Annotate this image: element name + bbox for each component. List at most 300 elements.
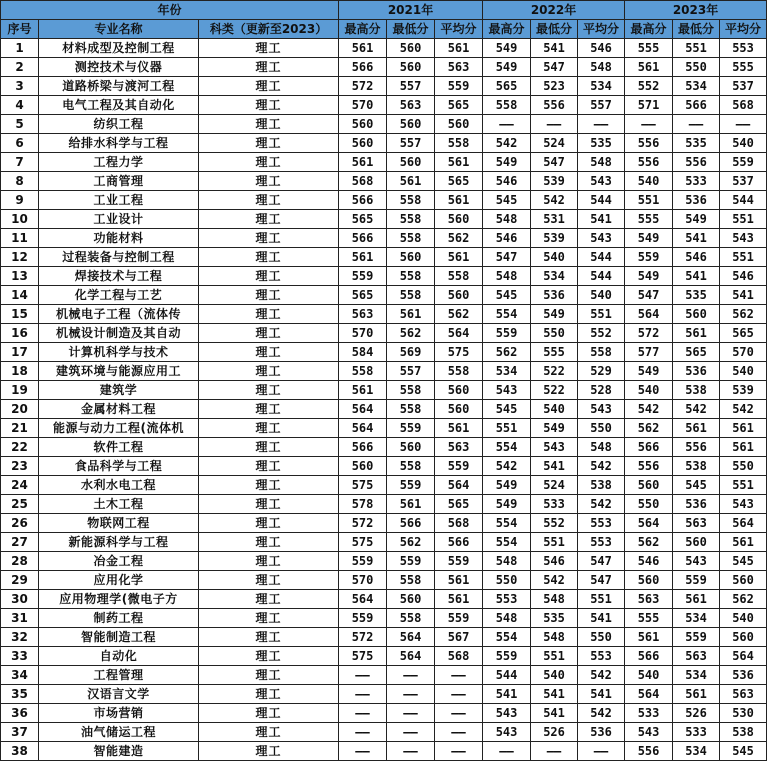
min-score-2021: 561 [387,305,435,324]
max-score-2021: 572 [339,628,387,647]
min-score-2022: 540 [531,248,578,267]
max-score-2022: 541 [483,685,531,704]
row-number: 28 [1,552,39,571]
row-number: 14 [1,286,39,305]
min-score-header: 最低分 [531,20,578,39]
max-score-2022: 550 [483,571,531,590]
avg-score-2022: 529 [578,362,625,381]
max-score-2023: 560 [625,476,673,495]
avg-score-2021: 563 [435,58,483,77]
category: 理工 [199,58,339,77]
min-score-2021: 560 [387,590,435,609]
avg-score-2022: 546 [578,39,625,58]
avg-score-2021: 575 [435,343,483,362]
avg-score-2022: 547 [578,571,625,590]
row-number: 19 [1,381,39,400]
major-name: 工程管理 [39,666,199,685]
row-number: 29 [1,571,39,590]
min-score-2023: 542 [673,400,720,419]
table-row [1,343,767,362]
max-score-2021: 559 [339,609,387,628]
category: 理工 [199,514,339,533]
avg-score-2023: 561 [720,419,767,438]
major-name: 电气工程及其自动化 [39,96,199,115]
max-score-2022: 558 [483,96,531,115]
avg-score-2021: 562 [435,305,483,324]
row-number: 10 [1,210,39,229]
avg-score-header: 平均分 [578,20,625,39]
row-number: 8 [1,172,39,191]
min-score-2022: 524 [531,134,578,153]
avg-score-2021: 561 [435,571,483,590]
category: 理工 [199,172,339,191]
avg-score-2023: 537 [720,77,767,96]
max-score-2022: 548 [483,210,531,229]
avg-score-2022: 541 [578,609,625,628]
min-score-2021: 557 [387,77,435,96]
min-score-2021: 558 [387,229,435,248]
max-score-2021: 568 [339,172,387,191]
seq-header: 序号 [1,20,39,39]
table-row [1,153,767,172]
avg-score-2022: 558 [578,343,625,362]
min-score-2023: 565 [673,343,720,362]
max-score-2023: 551 [625,191,673,210]
row-number: 7 [1,153,39,172]
row-number: 9 [1,191,39,210]
min-score-2021: 560 [387,153,435,172]
avg-score-2022: 542 [578,495,625,514]
row-number: 5 [1,115,39,134]
avg-score-2021: 559 [435,609,483,628]
max-score-2022: 548 [483,609,531,628]
min-score-2023: 541 [673,267,720,286]
table-row [1,286,767,305]
max-score-2023: —— [625,115,673,134]
min-score-2023: 538 [673,457,720,476]
max-score-2023: 540 [625,172,673,191]
min-score-2021: 562 [387,324,435,343]
row-number: 38 [1,742,39,761]
min-score-2023: 556 [673,153,720,172]
category: 理工 [199,153,339,172]
max-score-2022: 549 [483,58,531,77]
major-name: 制药工程 [39,609,199,628]
category: 理工 [199,666,339,685]
avg-score-2022: 534 [578,77,625,96]
avg-score-2022: —— [578,742,625,761]
avg-score-2021: 568 [435,514,483,533]
min-score-2023: 533 [673,172,720,191]
min-score-2022: 548 [531,590,578,609]
max-score-2021: 566 [339,438,387,457]
min-score-2021: 563 [387,96,435,115]
max-score-2023: 549 [625,362,673,381]
row-number: 21 [1,419,39,438]
min-score-header: 最低分 [673,20,720,39]
category: 理工 [199,96,339,115]
min-score-2021: 564 [387,628,435,647]
table-row [1,704,767,723]
table-row [1,77,767,96]
major-name: 测控技术与仪器 [39,58,199,77]
category: 理工 [199,495,339,514]
min-score-2021: —— [387,704,435,723]
max-score-2022: 542 [483,457,531,476]
max-score-2022: 545 [483,286,531,305]
max-score-2023: 546 [625,552,673,571]
min-score-2022: —— [531,115,578,134]
max-score-2022: 549 [483,153,531,172]
avg-score-2023: 561 [720,533,767,552]
min-score-2023: 536 [673,191,720,210]
min-score-2021: 566 [387,514,435,533]
avg-score-2023: 555 [720,58,767,77]
min-score-2023: 560 [673,305,720,324]
avg-score-2023: 562 [720,305,767,324]
min-score-2022: 547 [531,58,578,77]
min-score-2022: 533 [531,495,578,514]
category: 理工 [199,134,339,153]
category: 理工 [199,552,339,571]
table-row [1,191,767,210]
avg-score-header: 平均分 [720,20,767,39]
min-score-2022: 531 [531,210,578,229]
avg-score-2023: 550 [720,457,767,476]
category: 理工 [199,229,339,248]
row-number: 32 [1,628,39,647]
max-score-2021: —— [339,723,387,742]
avg-score-2023: 560 [720,628,767,647]
avg-score-2022: 550 [578,628,625,647]
min-score-2022: 543 [531,438,578,457]
avg-score-2023: 568 [720,96,767,115]
avg-score-2023: 540 [720,609,767,628]
avg-score-2022: 541 [578,210,625,229]
avg-score-2021: —— [435,723,483,742]
row-number: 23 [1,457,39,476]
max-score-2022: 546 [483,229,531,248]
min-score-2021: 558 [387,457,435,476]
max-score-2021: 575 [339,533,387,552]
avg-score-2021: 560 [435,115,483,134]
table-row [1,362,767,381]
max-score-2021: 572 [339,514,387,533]
max-score-2023: 561 [625,628,673,647]
avg-score-2022: —— [578,115,625,134]
row-number: 22 [1,438,39,457]
min-score-2021: 560 [387,58,435,77]
major-name: 应用物理学(微电子方 [39,590,199,609]
table-row [1,742,767,761]
min-score-2021: 558 [387,571,435,590]
min-score-2021: 559 [387,419,435,438]
avg-score-2021: 562 [435,229,483,248]
major-name: 土木工程 [39,495,199,514]
row-number: 4 [1,96,39,115]
avg-score-2021: 565 [435,172,483,191]
major-name: 智能制造工程 [39,628,199,647]
avg-score-2022: 543 [578,229,625,248]
min-score-2022: 551 [531,533,578,552]
min-score-2022: 546 [531,552,578,571]
max-score-2021: 561 [339,381,387,400]
avg-score-2022: 540 [578,286,625,305]
min-score-2023: 561 [673,419,720,438]
avg-score-2023: 539 [720,381,767,400]
max-score-2021: 575 [339,476,387,495]
category: 理工 [199,438,339,457]
avg-score-2021: 564 [435,324,483,343]
avg-score-2021: 561 [435,191,483,210]
avg-score-2023: 562 [720,590,767,609]
max-score-2023: 549 [625,267,673,286]
max-score-2021: 578 [339,495,387,514]
avg-score-2021: 559 [435,77,483,96]
major-header: 专业名称 [39,20,199,39]
max-score-2022: 543 [483,381,531,400]
avg-score-2022: 548 [578,438,625,457]
major-name: 应用化学 [39,571,199,590]
max-score-2023: 562 [625,533,673,552]
avg-score-2023: 559 [720,153,767,172]
max-score-2023: 540 [625,666,673,685]
max-score-2023: 566 [625,438,673,457]
avg-score-2022: 536 [578,723,625,742]
min-score-2023: 545 [673,476,720,495]
max-score-2023: 552 [625,77,673,96]
avg-score-2023: 546 [720,267,767,286]
category: 理工 [199,704,339,723]
max-score-2022: 546 [483,172,531,191]
avg-score-2022: 551 [578,590,625,609]
table-row [1,115,767,134]
max-score-2022: 543 [483,723,531,742]
min-score-header: 最低分 [387,20,435,39]
avg-score-2023: 543 [720,495,767,514]
avg-score-2023: 564 [720,647,767,666]
category: 理工 [199,191,339,210]
max-score-2021: —— [339,704,387,723]
min-score-2022: 547 [531,153,578,172]
min-score-2023: 526 [673,704,720,723]
table-row [1,229,767,248]
avg-score-2023: 551 [720,210,767,229]
avg-score-2022: 553 [578,533,625,552]
min-score-2021: 560 [387,248,435,267]
table-row [1,476,767,495]
avg-score-2021: 561 [435,153,483,172]
table-row [1,96,767,115]
max-score-2023: 555 [625,609,673,628]
max-score-2022: 551 [483,419,531,438]
table-row [1,495,767,514]
row-number: 17 [1,343,39,362]
avg-score-2023: 570 [720,343,767,362]
avg-score-2022: 542 [578,666,625,685]
min-score-2021: —— [387,723,435,742]
min-score-2023: 550 [673,58,720,77]
min-score-2023: 551 [673,39,720,58]
category: 理工 [199,571,339,590]
table-row [1,457,767,476]
avg-score-2023: 540 [720,362,767,381]
min-score-2023: 559 [673,571,720,590]
min-score-2023: 533 [673,723,720,742]
row-number: 34 [1,666,39,685]
min-score-2023: 538 [673,381,720,400]
category: 理工 [199,685,339,704]
major-name: 工商管理 [39,172,199,191]
max-score-2023: 560 [625,571,673,590]
max-score-2022: 534 [483,362,531,381]
min-score-2022: 540 [531,400,578,419]
avg-score-2023: 545 [720,742,767,761]
avg-score-2022: 548 [578,58,625,77]
max-score-header: 最高分 [625,20,673,39]
min-score-2022: 541 [531,685,578,704]
row-number: 11 [1,229,39,248]
table-row [1,305,767,324]
category: 理工 [199,742,339,761]
min-score-2022: 552 [531,514,578,533]
major-name: 计算机科学与技术 [39,343,199,362]
major-name: 工程力学 [39,153,199,172]
table-row [1,438,767,457]
max-score-2022: 559 [483,647,531,666]
row-number: 1 [1,39,39,58]
category: 理工 [199,286,339,305]
min-score-2021: 558 [387,400,435,419]
avg-score-2023: 551 [720,476,767,495]
table-header [1,1,767,39]
min-score-2021: 569 [387,343,435,362]
min-score-2021: 561 [387,172,435,191]
max-score-2023: 577 [625,343,673,362]
avg-score-2022: 548 [578,153,625,172]
min-score-2021: 558 [387,381,435,400]
max-score-2022: 545 [483,400,531,419]
min-score-2021: 558 [387,267,435,286]
max-score-2023: 564 [625,305,673,324]
min-score-2021: 560 [387,438,435,457]
min-score-2023: 549 [673,210,720,229]
avg-score-2022: 544 [578,248,625,267]
min-score-2022: —— [531,742,578,761]
min-score-2022: 540 [531,666,578,685]
min-score-2023: 535 [673,286,720,305]
max-score-2022: 549 [483,495,531,514]
max-score-2022: 554 [483,305,531,324]
max-score-2021: —— [339,666,387,685]
avg-score-2021: 566 [435,533,483,552]
major-name: 机械设计制造及其自动 [39,324,199,343]
row-number: 31 [1,609,39,628]
avg-score-2021: 564 [435,476,483,495]
avg-score-2023: 560 [720,571,767,590]
category: 理工 [199,39,339,58]
min-score-2023: —— [673,115,720,134]
row-number: 30 [1,590,39,609]
max-score-2022: —— [483,115,531,134]
max-score-2023: 549 [625,229,673,248]
category: 理工 [199,77,339,96]
category: 理工 [199,362,339,381]
major-name: 建筑学 [39,381,199,400]
avg-score-2023: 543 [720,229,767,248]
table-row [1,39,767,58]
min-score-2023: 541 [673,229,720,248]
min-score-2022: 542 [531,571,578,590]
max-score-header: 最高分 [483,20,531,39]
avg-score-2021: 565 [435,96,483,115]
avg-score-2021: —— [435,685,483,704]
min-score-2022: 555 [531,343,578,362]
min-score-2022: 535 [531,609,578,628]
avg-score-2021: 561 [435,419,483,438]
row-number: 24 [1,476,39,495]
max-score-2021: 564 [339,590,387,609]
major-name: 冶金工程 [39,552,199,571]
table-row [1,685,767,704]
min-score-2023: 534 [673,77,720,96]
max-score-2023: 556 [625,134,673,153]
table-row [1,533,767,552]
category: 理工 [199,381,339,400]
max-score-2021: 566 [339,229,387,248]
max-score-2022: 559 [483,324,531,343]
table-row [1,628,767,647]
table-row [1,571,767,590]
table-row [1,400,767,419]
major-name: 建筑环境与能源应用工 [39,362,199,381]
table-row [1,58,767,77]
min-score-2022: 534 [531,267,578,286]
max-score-2022: 565 [483,77,531,96]
major-name: 汉语言文学 [39,685,199,704]
category: 理工 [199,400,339,419]
avg-score-2021: 563 [435,438,483,457]
min-score-2022: 539 [531,229,578,248]
max-score-2023: 542 [625,400,673,419]
avg-score-2023: 564 [720,514,767,533]
max-score-2022: 554 [483,533,531,552]
major-name: 过程装备与控制工程 [39,248,199,267]
avg-score-2022: 557 [578,96,625,115]
avg-score-2022: 550 [578,419,625,438]
table-row [1,609,767,628]
row-number: 3 [1,77,39,96]
max-score-2021: 566 [339,58,387,77]
row-number: 27 [1,533,39,552]
min-score-2022: 549 [531,305,578,324]
min-score-2021: 558 [387,191,435,210]
row-number: 20 [1,400,39,419]
max-score-2022: —— [483,742,531,761]
max-score-2021: 575 [339,647,387,666]
max-score-2023: 540 [625,381,673,400]
avg-score-2021: 558 [435,134,483,153]
avg-score-2022: 538 [578,476,625,495]
max-score-2021: 561 [339,153,387,172]
category: 理工 [199,115,339,134]
max-score-2023: 563 [625,590,673,609]
max-score-2021: 572 [339,77,387,96]
max-score-2022: 543 [483,704,531,723]
table-row [1,590,767,609]
max-score-2022: 553 [483,590,531,609]
major-name: 油气储运工程 [39,723,199,742]
